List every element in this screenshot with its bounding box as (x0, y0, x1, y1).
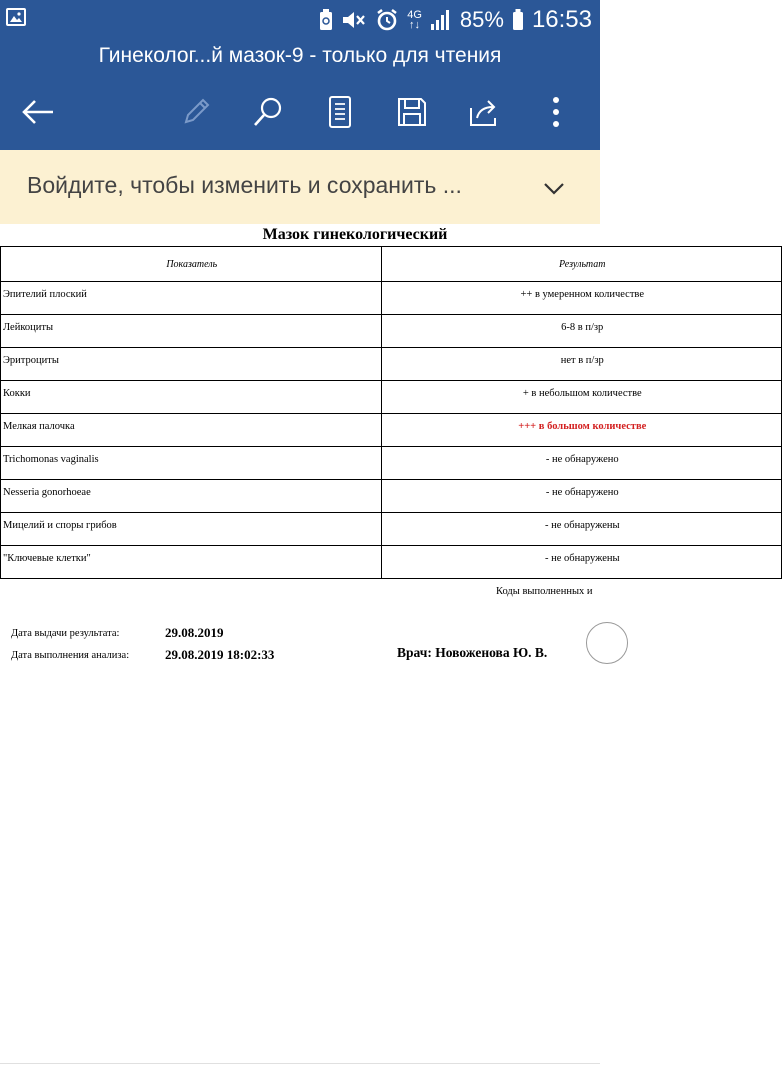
result-value: + в небольшом количестве (381, 381, 782, 414)
back-arrow-icon[interactable] (18, 92, 58, 132)
reading-view-icon[interactable] (320, 92, 360, 132)
result-value: - не обнаружено (381, 447, 782, 480)
analysis-date-value: 29.08.2019 18:02:33 (165, 647, 275, 662)
result-value: - не обнаружено (381, 480, 782, 513)
parameter-name: Мицелий и споры грибов (1, 513, 382, 546)
codes-label: Коды выполненных и (496, 586, 593, 597)
table-row (1, 282, 782, 315)
clock: 16:53 (531, 6, 592, 33)
share-icon[interactable] (464, 92, 504, 132)
parameter-name: Кокки (1, 381, 382, 414)
document-page[interactable] (0, 224, 647, 1066)
signal-icon (430, 9, 452, 31)
gallery-icon (6, 8, 26, 26)
toolbar (0, 84, 600, 140)
table-row (1, 315, 782, 348)
report-title: Мазок гинекологический (262, 226, 448, 243)
sign-in-banner-text: Войдите, чтобы изменить и сохранить ... (27, 172, 462, 198)
result-value-highlighted: +++ в большом количестве (381, 414, 782, 447)
analysis-date-label: Дата выполнения анализа: (11, 650, 130, 661)
battery-icon (512, 9, 524, 31)
network-type: 4G ↑↓ (407, 9, 422, 31)
issue-date-value: 29.08.2019 (165, 625, 224, 640)
table-row (1, 414, 782, 447)
parameter-name: Эпителий плоский (1, 282, 382, 315)
sign-in-banner[interactable] (0, 150, 600, 224)
result-value: 6-8 в п/зр (381, 315, 782, 348)
pen-icon[interactable] (176, 92, 216, 132)
app-header (0, 0, 600, 150)
table-row (1, 546, 782, 579)
parameter-name: Мелкая палочка (1, 414, 382, 447)
column-header-result: Результат (381, 247, 782, 282)
table-row (1, 513, 782, 546)
parameter-name: Trichomonas vaginalis (1, 447, 382, 480)
status-bar (0, 0, 600, 40)
parameter-name: Лейкоциты (1, 315, 382, 348)
stamp-circle (586, 622, 628, 664)
parameter-name: Nesseria gonorhoeae (1, 480, 382, 513)
battery-percent: 85% (459, 7, 504, 32)
search-icon[interactable] (248, 92, 288, 132)
result-value: нет в п/зр (381, 348, 782, 381)
table-row (1, 480, 782, 513)
table-row (1, 447, 782, 480)
issue-date-label: Дата выдачи результата: (11, 628, 120, 639)
result-value: ++ в умеренном количестве (381, 282, 782, 315)
results-table (0, 246, 782, 579)
doctor-name: Врач: Новоженова Ю. В. (397, 645, 548, 660)
more-icon[interactable] (536, 92, 576, 132)
recycle-battery-icon (319, 9, 333, 31)
mute-icon (341, 9, 367, 31)
save-icon[interactable] (392, 92, 432, 132)
chevron-down-icon[interactable] (540, 174, 568, 206)
page-bottom-divider (0, 1063, 600, 1064)
document-title: Гинеколог...й мазок-9 - только для чтения (98, 44, 502, 67)
column-header-parameter: Показатель (1, 247, 382, 282)
table-header (1, 247, 782, 282)
table-row (1, 348, 782, 381)
result-value: - не обнаружены (381, 546, 782, 579)
table-row (1, 381, 782, 414)
parameter-name: "Ключевые клетки" (1, 546, 382, 579)
result-value: - не обнаружены (381, 513, 782, 546)
parameter-name: Эритроциты (1, 348, 382, 381)
alarm-icon (375, 8, 399, 32)
